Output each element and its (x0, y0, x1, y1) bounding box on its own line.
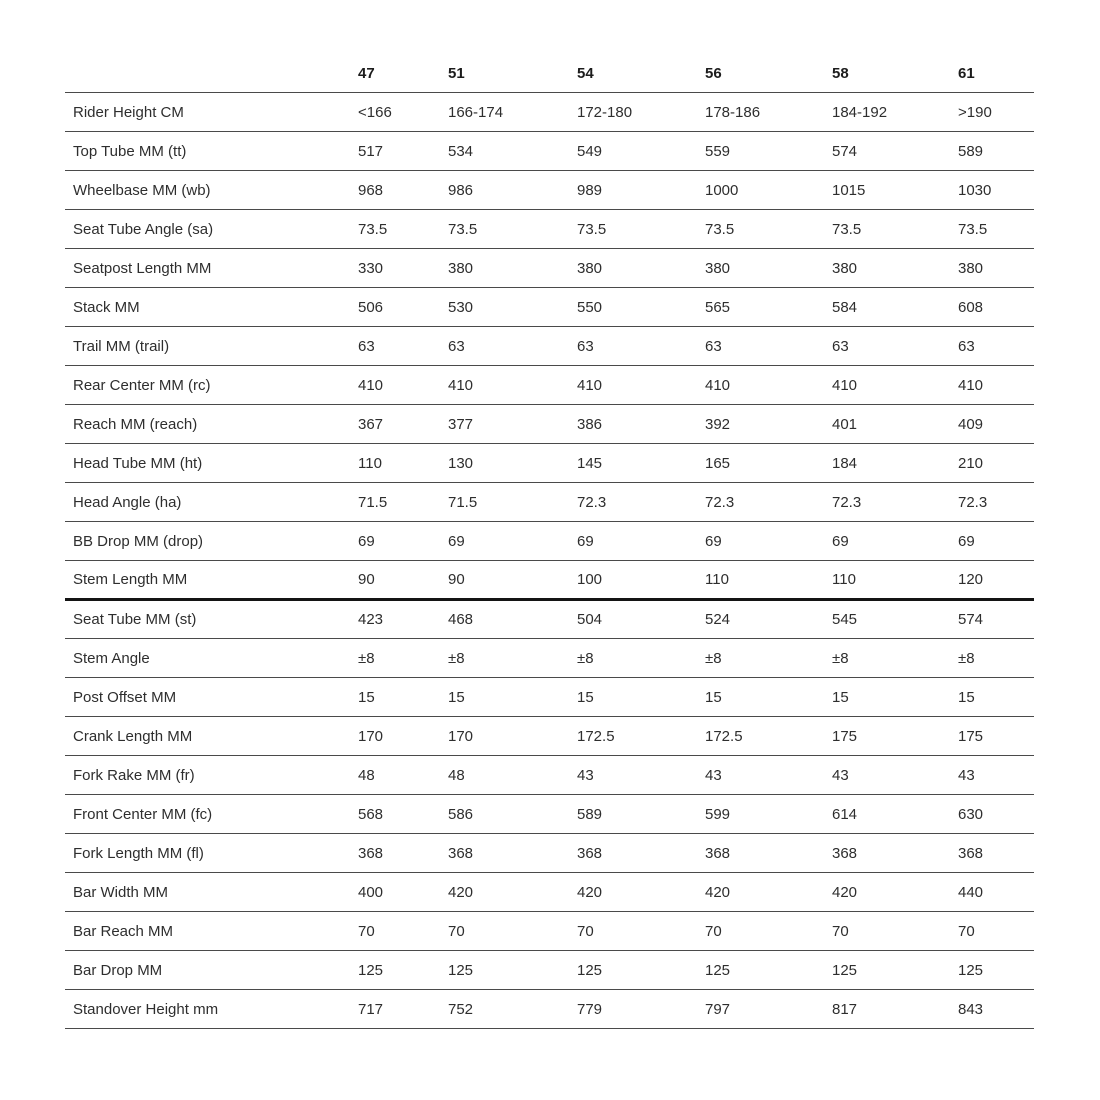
value-cell: 368 (577, 834, 705, 873)
column-header-61: 61 (958, 54, 1034, 93)
value-cell: ±8 (448, 639, 577, 678)
row-label: Bar Width MM (65, 873, 358, 912)
value-cell: 549 (577, 132, 705, 171)
value-cell: 817 (832, 990, 958, 1029)
value-cell: 367 (358, 405, 448, 444)
row-label: Wheelbase MM (wb) (65, 171, 358, 210)
row-label: Bar Reach MM (65, 912, 358, 951)
value-cell: 440 (958, 873, 1034, 912)
value-cell: 70 (705, 912, 832, 951)
table-row (65, 132, 1034, 171)
value-cell: 380 (577, 249, 705, 288)
value-cell: 71.5 (448, 483, 577, 522)
value-cell: 410 (577, 366, 705, 405)
value-cell: 170 (448, 717, 577, 756)
value-cell: 63 (448, 327, 577, 366)
value-cell: 517 (358, 132, 448, 171)
value-cell: ±8 (958, 639, 1034, 678)
table-row (65, 327, 1034, 366)
value-cell: 73.5 (832, 210, 958, 249)
value-cell: 73.5 (958, 210, 1034, 249)
value-cell: 63 (958, 327, 1034, 366)
value-cell: 63 (705, 327, 832, 366)
value-cell: 63 (832, 327, 958, 366)
value-cell: 43 (577, 756, 705, 795)
value-cell: 420 (705, 873, 832, 912)
value-cell: 752 (448, 990, 577, 1029)
geometry-table-container (65, 54, 1034, 1029)
value-cell: 534 (448, 132, 577, 171)
table-body (65, 93, 1034, 1029)
row-label: Rider Height CM (65, 93, 358, 132)
value-cell: 70 (448, 912, 577, 951)
value-cell: 71.5 (358, 483, 448, 522)
value-cell: 779 (577, 990, 705, 1029)
value-cell: 125 (577, 951, 705, 990)
value-cell: ±8 (832, 639, 958, 678)
value-cell: 386 (577, 405, 705, 444)
value-cell: 125 (448, 951, 577, 990)
value-cell: 70 (358, 912, 448, 951)
row-label: Top Tube MM (tt) (65, 132, 358, 171)
table-row (65, 444, 1034, 483)
row-label: Fork Length MM (fl) (65, 834, 358, 873)
table-row (65, 405, 1034, 444)
value-cell: 1015 (832, 171, 958, 210)
table-row (65, 171, 1034, 210)
value-cell: 90 (358, 561, 448, 600)
value-cell: 368 (832, 834, 958, 873)
value-cell: 69 (705, 522, 832, 561)
row-label: Standover Height mm (65, 990, 358, 1029)
value-cell: 1030 (958, 171, 1034, 210)
value-cell: 175 (832, 717, 958, 756)
value-cell: 72.3 (832, 483, 958, 522)
row-label: Post Offset MM (65, 678, 358, 717)
value-cell: 504 (577, 600, 705, 639)
value-cell: 69 (577, 522, 705, 561)
value-cell: 400 (358, 873, 448, 912)
column-header-54: 54 (577, 54, 705, 93)
value-cell: 986 (448, 171, 577, 210)
value-cell: 172-180 (577, 93, 705, 132)
value-cell: 380 (832, 249, 958, 288)
value-cell: 120 (958, 561, 1034, 600)
value-cell: 73.5 (577, 210, 705, 249)
value-cell: 409 (958, 405, 1034, 444)
value-cell: <166 (358, 93, 448, 132)
row-label: BB Drop MM (drop) (65, 522, 358, 561)
table-row (65, 600, 1034, 639)
value-cell: 63 (577, 327, 705, 366)
value-cell: 125 (358, 951, 448, 990)
value-cell: 401 (832, 405, 958, 444)
column-header-58: 58 (832, 54, 958, 93)
corner-cell (65, 54, 358, 93)
value-cell: 368 (958, 834, 1034, 873)
value-cell: 410 (832, 366, 958, 405)
value-cell: 72.3 (577, 483, 705, 522)
table-row (65, 912, 1034, 951)
table-row (65, 951, 1034, 990)
value-cell: 15 (577, 678, 705, 717)
value-cell: ±8 (358, 639, 448, 678)
geometry-table (65, 54, 1034, 1029)
value-cell: 165 (705, 444, 832, 483)
value-cell: 380 (448, 249, 577, 288)
value-cell: 110 (832, 561, 958, 600)
value-cell: 73.5 (358, 210, 448, 249)
value-cell: 125 (832, 951, 958, 990)
value-cell: 377 (448, 405, 577, 444)
value-cell: 172.5 (577, 717, 705, 756)
value-cell: 589 (577, 795, 705, 834)
value-cell: 330 (358, 249, 448, 288)
value-cell: 110 (358, 444, 448, 483)
row-label: Fork Rake MM (fr) (65, 756, 358, 795)
value-cell: 15 (958, 678, 1034, 717)
value-cell: 506 (358, 288, 448, 327)
table-row (65, 990, 1034, 1029)
row-label: Head Tube MM (ht) (65, 444, 358, 483)
row-label: Crank Length MM (65, 717, 358, 756)
value-cell: 589 (958, 132, 1034, 171)
value-cell: 410 (958, 366, 1034, 405)
table-row (65, 834, 1034, 873)
value-cell: 172.5 (705, 717, 832, 756)
row-label: Trail MM (trail) (65, 327, 358, 366)
value-cell: 125 (705, 951, 832, 990)
value-cell: 70 (832, 912, 958, 951)
value-cell: 550 (577, 288, 705, 327)
value-cell: 586 (448, 795, 577, 834)
row-label: Head Angle (ha) (65, 483, 358, 522)
row-label: Seat Tube Angle (sa) (65, 210, 358, 249)
value-cell: 178-186 (705, 93, 832, 132)
value-cell: 69 (358, 522, 448, 561)
value-cell: 70 (958, 912, 1034, 951)
row-label: Bar Drop MM (65, 951, 358, 990)
value-cell: 380 (958, 249, 1034, 288)
value-cell: 843 (958, 990, 1034, 1029)
table-row (65, 756, 1034, 795)
row-label: Rear Center MM (rc) (65, 366, 358, 405)
value-cell: 410 (448, 366, 577, 405)
table-row (65, 483, 1034, 522)
table-row (65, 795, 1034, 834)
value-cell: 717 (358, 990, 448, 1029)
value-cell: 565 (705, 288, 832, 327)
value-cell: 73.5 (448, 210, 577, 249)
table-row (65, 288, 1034, 327)
value-cell: 145 (577, 444, 705, 483)
value-cell: 797 (705, 990, 832, 1029)
value-cell: >190 (958, 93, 1034, 132)
value-cell: 968 (358, 171, 448, 210)
value-cell: 90 (448, 561, 577, 600)
value-cell: 184 (832, 444, 958, 483)
table-header (65, 54, 1034, 93)
row-label: Seat Tube MM (st) (65, 600, 358, 639)
value-cell: 420 (832, 873, 958, 912)
row-label: Stem Length MM (65, 561, 358, 600)
value-cell: 73.5 (705, 210, 832, 249)
value-cell: 614 (832, 795, 958, 834)
value-cell: 63 (358, 327, 448, 366)
value-cell: 69 (832, 522, 958, 561)
value-cell: 524 (705, 600, 832, 639)
value-cell: 166-174 (448, 93, 577, 132)
table-row (65, 639, 1034, 678)
value-cell: 568 (358, 795, 448, 834)
value-cell: 559 (705, 132, 832, 171)
value-cell: 574 (958, 600, 1034, 639)
value-cell: 184-192 (832, 93, 958, 132)
value-cell: ±8 (577, 639, 705, 678)
header-row (65, 54, 1034, 93)
table-row (65, 561, 1034, 600)
value-cell: 608 (958, 288, 1034, 327)
value-cell: 368 (448, 834, 577, 873)
row-label: Reach MM (reach) (65, 405, 358, 444)
table-row (65, 873, 1034, 912)
table-row (65, 93, 1034, 132)
value-cell: ±8 (705, 639, 832, 678)
value-cell: 69 (448, 522, 577, 561)
value-cell: 210 (958, 444, 1034, 483)
row-label: Seatpost Length MM (65, 249, 358, 288)
value-cell: 72.3 (958, 483, 1034, 522)
column-header-56: 56 (705, 54, 832, 93)
value-cell: 48 (358, 756, 448, 795)
value-cell: 545 (832, 600, 958, 639)
value-cell: 15 (448, 678, 577, 717)
value-cell: 43 (958, 756, 1034, 795)
value-cell: 170 (358, 717, 448, 756)
value-cell: 100 (577, 561, 705, 600)
table-row (65, 678, 1034, 717)
value-cell: 130 (448, 444, 577, 483)
value-cell: 125 (958, 951, 1034, 990)
value-cell: 420 (577, 873, 705, 912)
table-row (65, 522, 1034, 561)
table-row (65, 249, 1034, 288)
value-cell: 574 (832, 132, 958, 171)
value-cell: 584 (832, 288, 958, 327)
value-cell: 15 (358, 678, 448, 717)
value-cell: 48 (448, 756, 577, 795)
table-row (65, 366, 1034, 405)
value-cell: 630 (958, 795, 1034, 834)
value-cell: 368 (705, 834, 832, 873)
value-cell: 70 (577, 912, 705, 951)
value-cell: 423 (358, 600, 448, 639)
column-header-51: 51 (448, 54, 577, 93)
value-cell: 368 (358, 834, 448, 873)
value-cell: 468 (448, 600, 577, 639)
value-cell: 69 (958, 522, 1034, 561)
value-cell: 410 (705, 366, 832, 405)
row-label: Stem Angle (65, 639, 358, 678)
value-cell: 43 (705, 756, 832, 795)
value-cell: 392 (705, 405, 832, 444)
row-label: Stack MM (65, 288, 358, 327)
value-cell: 989 (577, 171, 705, 210)
value-cell: 380 (705, 249, 832, 288)
value-cell: 530 (448, 288, 577, 327)
table-row (65, 210, 1034, 249)
value-cell: 599 (705, 795, 832, 834)
value-cell: 15 (832, 678, 958, 717)
column-header-47: 47 (358, 54, 448, 93)
value-cell: 72.3 (705, 483, 832, 522)
value-cell: 110 (705, 561, 832, 600)
table-row (65, 717, 1034, 756)
value-cell: 1000 (705, 171, 832, 210)
row-label: Front Center MM (fc) (65, 795, 358, 834)
value-cell: 420 (448, 873, 577, 912)
value-cell: 43 (832, 756, 958, 795)
value-cell: 15 (705, 678, 832, 717)
value-cell: 410 (358, 366, 448, 405)
value-cell: 175 (958, 717, 1034, 756)
